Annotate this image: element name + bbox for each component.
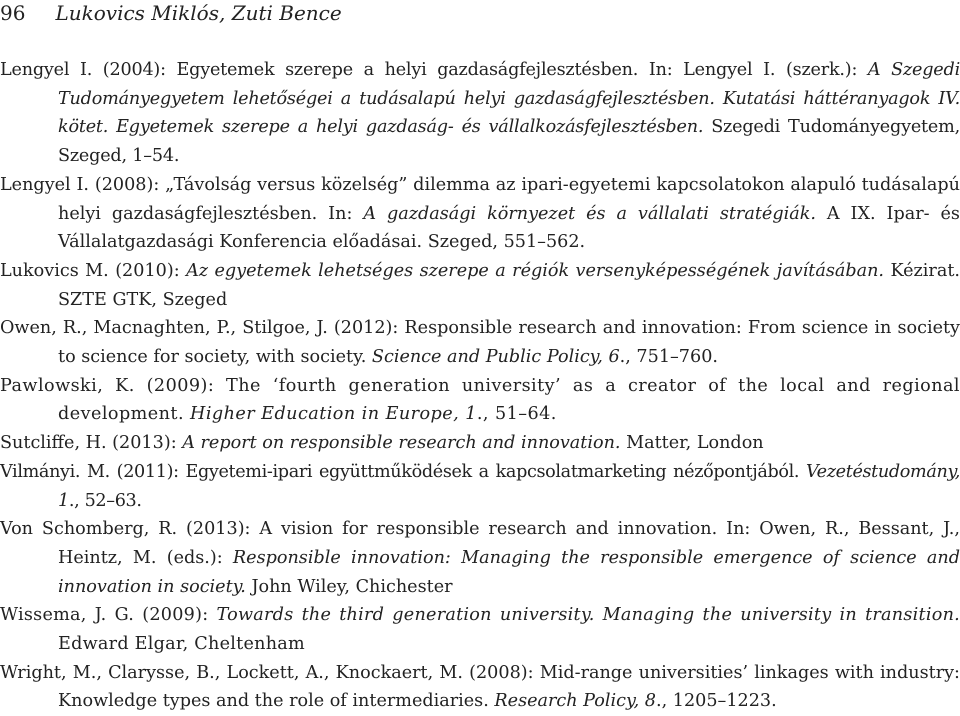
reference-entry: Sutcliffe, H. (2013): A report on responsible research and innovation. Matter, London <box>0 433 764 454</box>
reference-entry: Lengyel I. (2008): „Távolság versus közelség” dilemma az ipari-egyetemi kapcsolatokon alapuló tudásalapú helyi gazdaságfejlesztésben. In: A gazdasági környezet és a vállalati stratégiák. A IX. Ipar- és Vállalatgazdasági Konferencia előadásai. Szeged, 551–562. <box>0 174 960 253</box>
reference-entry: Lengyel I. (2004): Egyetemek szerepe a helyi gazdaságfejlesztésben. In: Lengyel I. (szerk.): A Szegedi Tudományegyetem lehetőségei a tudásalapú helyi gazdaságfejlesztésben. Kutatási háttéranyagok IV. kötet. Egyetemek szerepe a helyi gazdaság- és vállalkozásfejlesztésben. Szegedi Tudományegyetem, Szeged, 1–54. <box>0 60 960 167</box>
reference-entry: Wright, M., Clarysse, B., Lockett, A., Knockaert, M. (2008): Mid-range universities’ linkages with industry: Knowledge types and the role of intermediaries. Research Policy, 8., 1205–1223. <box>0 662 960 712</box>
reference-entry: Owen, R., Macnaghten, P., Stilgoe, J. (2012): Responsible research and innovation: From science in society to science for society, with society. Science and Public Policy, 6., 751–760. <box>0 318 960 368</box>
reference-entry: Lukovics M. (2010): Az egyetemek lehetséges szerepe a régiók versenyképességének javításában. Kézirat. SZTE GTK, Szeged <box>0 260 960 310</box>
reference-entry: Vilmányi. M. (2011): Egyetemi-ipari együttműködések a kapcsolatmarketing nézőpontjából. Vezetéstudomány, 1., 52–63. <box>0 461 960 511</box>
reference-entry: Von Schomberg, R. (2013): A vision for responsible research and innovation. In: Owen, R., Bessant, J., Heintz, M. (eds.): Responsible innovation: Managing the responsible emergence of science and innovation in society. John Wiley, Chichester <box>0 519 960 597</box>
reference-entry: Wissema, J. G. (2009): Towards the third generation university. Managing the university in transition. Edward Elgar, Cheltenham <box>0 605 960 655</box>
reference-entry: Pawlowski, K. (2009): The ‘fourth generation university’ as a creator of the local and regional development. Higher Education in Europe, 1., 51–64. <box>0 375 960 425</box>
running-head: Lukovics Miklós, Zuti Bence <box>55 1 342 25</box>
page-header <box>0 1 342 25</box>
reference-list <box>0 56 960 716</box>
page-number: 96 <box>0 1 26 25</box>
